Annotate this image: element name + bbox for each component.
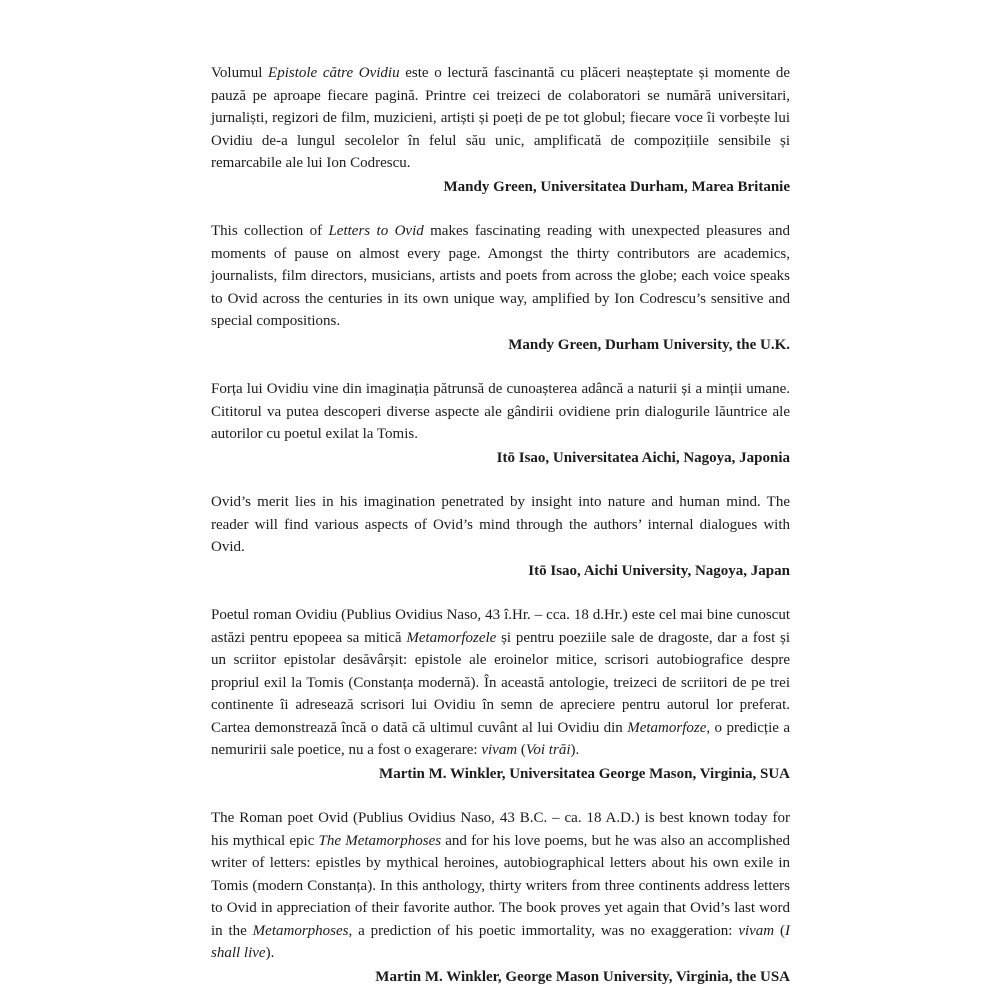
italic-title: Voi trăi — [525, 742, 571, 758]
italic-title: Metamorfozele — [406, 629, 497, 646]
blurb-attribution: Mandy Green, Universitatea Durham, Marea Britanie — [443, 178, 790, 195]
blurb-ito-isao-en — [211, 491, 790, 582]
blurb-body: The Roman poet Ovid (Publius Ovidius Naso, 43 B.C. – ca. 18 A.D.) is best known today for his mythical epic The Metamorphoses and for his love poems, but he was also an accomplished writer of letters: epistles by mythical heroines, autobiographical letters about his own exile in Tomis (modern Constanța). In this anthology, thirty writers from three continents address letters to Ovid in appreciation of their favorite author. The book proves yet again that Ovid’s last word in the Metamorphoses, a prediction of his poetic immortality, was no exaggeration: vivam (I shall live). — [211, 810, 790, 961]
italic-title: The Metamorphoses — [318, 832, 442, 849]
blurb-martin-winkler-en — [211, 807, 790, 988]
blurb-attribution: Mandy Green, Durham University, the U.K. — [508, 336, 790, 353]
blurb-mandy-green-ro — [211, 62, 790, 198]
back-cover-text — [211, 62, 790, 988]
blurb-ito-isao-ro — [211, 378, 790, 469]
blurb-mandy-green-en — [211, 220, 790, 356]
italic-title: vivam — [738, 922, 775, 939]
italic-title: vivam — [481, 742, 518, 758]
blurb-attribution: Martin M. Winkler, George Mason University, Virginia, the USA — [375, 968, 790, 985]
blurb-body: Volumul Epistole către Ovidiu este o lectură fascinantă cu plăceri neașteptate și momente de pauză pe aproape fiecare pagină. Printre cei treizeci de colaboratori se numără universitari, jurnaliști, regizori de film, muzicieni, artiști și poeți de pe tot globul; fiecare voce îi vorbește lui Ovidiu de-a lungul secolelor în felul său unic, amplificată de compozițiile sensibile și remarcabile ale lui Ion Codrescu. — [211, 65, 791, 171]
blurb-attribution: Itō Isao, Aichi University, Nagoya, Japan — [528, 562, 790, 579]
italic-title: Metamorfoze — [627, 719, 707, 736]
italic-title: Metamorphoses — [252, 922, 349, 939]
blurb-body: This collection of Letters to Ovid makes fascinating reading with unexpected pleasures and moments of pause on almost every page. Amongst the thirty contributors are academics, journalists, film directors, musicians, artists and poets from across the globe; each voice speaks to Ovid across the centuries in its own unique way, amplified by Ion Codrescu’s sensitive and special compositions. — [211, 223, 790, 329]
italic-title: Epistole către Ovidiu — [268, 65, 400, 81]
blurb-body: Poetul roman Ovidiu (Publius Ovidius Naso, 43 î.Hr. – cca. 18 d.Hr.) este cel mai bine cunoscut astăzi pentru epopeea sa mitică Metamorfozele și pentru poeziile sale de dragoste, dar a fost și un scriitor epistolar desăvârșit: epistole ale eroinelor mitice, scrisori autobiografice despre propriul exil la Tomis (Constanța modernă). În această antologie, treizeci de scriitori de pe trei continente îi adresează scrisori lui Ovidiu în semn de apreciere pentru autorul lor preferat. Cartea demonstrează încă o dată că ultimul cuvânt al lui Ovidiu din Metamorfoze, o predicție a nemuririi sale poetice, nu a fost o exagerare: vivam (Voi trăi). — [211, 607, 790, 758]
blurb-body: Ovid’s merit lies in his imagination penetrated by insight into nature and human mind. The reader will find various aspects of Ovid’s mind through the authors’ internal dialogues with Ovid. — [211, 494, 790, 555]
blurb-attribution: Itō Isao, Universitatea Aichi, Nagoya, Japonia — [496, 449, 790, 466]
blurb-attribution: Martin M. Winkler, Universitatea George Mason, Virginia, SUA — [379, 765, 790, 782]
blurb-martin-winkler-ro — [211, 604, 790, 785]
italic-title: Letters to Ovid — [328, 223, 424, 239]
blurb-body: Forța lui Ovidiu vine din imaginația pătrunsă de cunoașterea adâncă a naturii și a minții umane. Cititorul va putea descoperi diverse aspecte ale gândirii ovidiene prin dialogurile lăuntrice ale autorilor cu poetul exilat la Tomis. — [211, 381, 790, 442]
italic-title: I shall live — [211, 922, 790, 961]
